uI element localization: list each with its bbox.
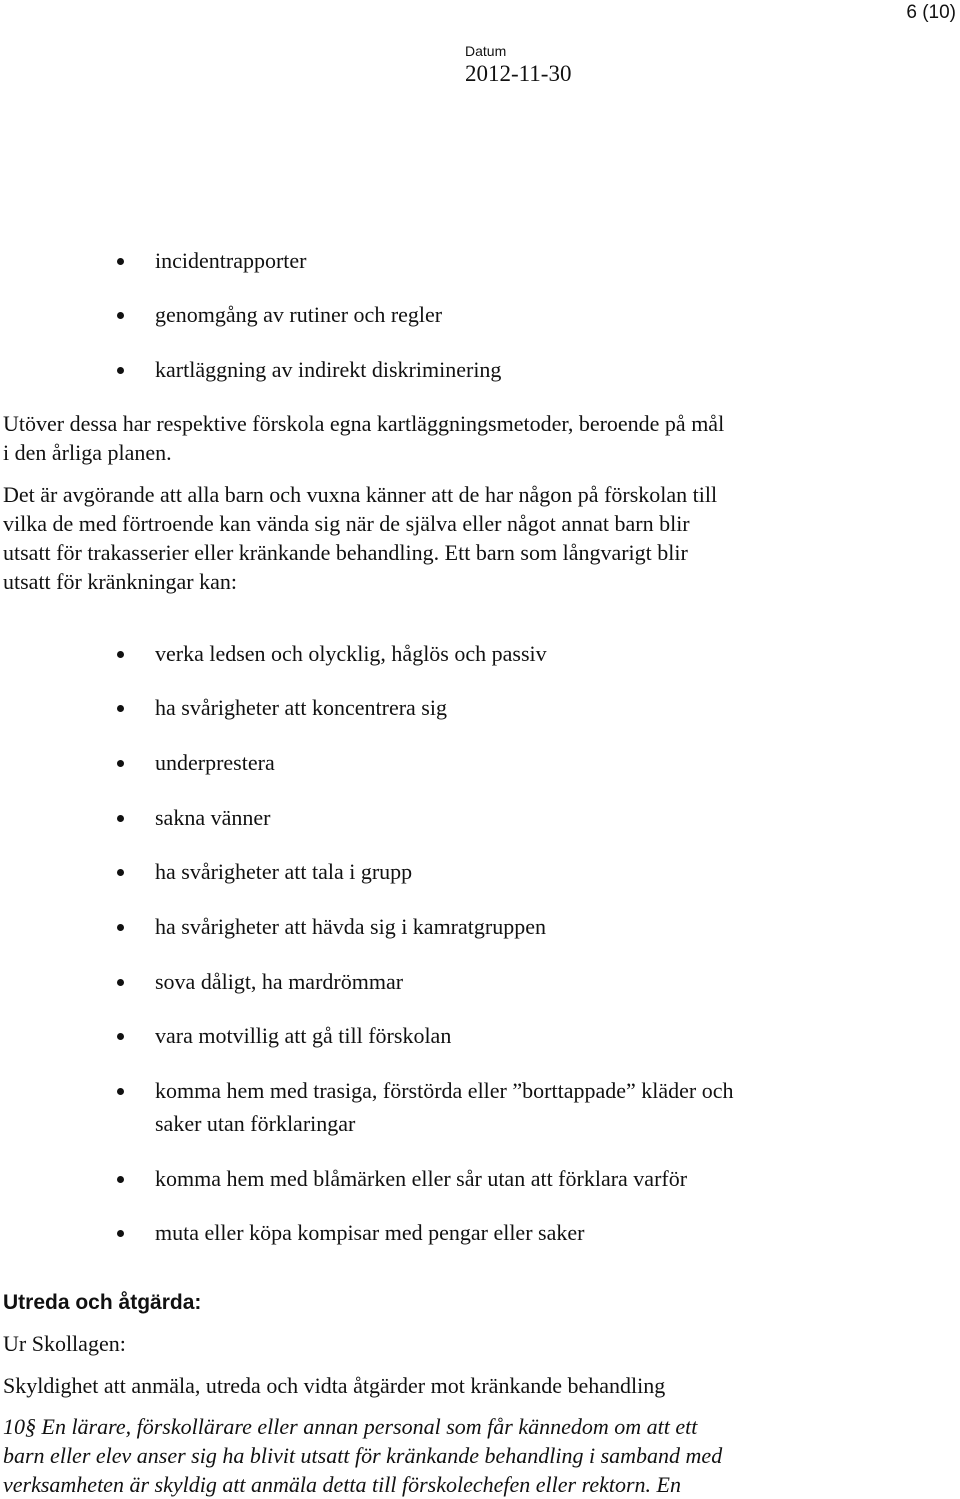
date-block bbox=[465, 42, 571, 88]
bullet-icon bbox=[117, 367, 124, 374]
list-item: incidentrapporter bbox=[155, 244, 855, 277]
section-heading: Utreda och åtgärda: bbox=[3, 1291, 202, 1314]
bullet-icon bbox=[117, 1176, 124, 1183]
list-item: vara motvillig att gå till förskolan bbox=[155, 1019, 855, 1052]
list-item: verka ledsen och olycklig, håglös och passiv bbox=[155, 637, 855, 670]
list-item: sova dåligt, ha mardrömmar bbox=[155, 965, 855, 998]
paragraph-trust: Det är avgörande att alla barn och vuxna känner att de har någon på förskolan till vilka de med förtroende kan vända sig när de själva eller något annat barn blir utsatt för trakasserier eller kränkande behandling. Ett barn som långvarigt blir utsatt för kränkningar kan: bbox=[3, 482, 718, 594]
page-number: 6 (10) bbox=[906, 2, 956, 23]
list-item: sakna vänner bbox=[155, 801, 855, 834]
list-item: komma hem med trasiga, förstörda eller ”borttappade” kläder och saker utan förklaringar bbox=[155, 1074, 855, 1140]
list-item: ha svårigheter att koncentrera sig bbox=[155, 691, 855, 724]
date-value: 2012-11-30 bbox=[465, 61, 572, 86]
list-item: genomgång av rutiner och regler bbox=[155, 298, 855, 331]
bullet-icon bbox=[117, 258, 124, 265]
list-item: kartläggning av indirekt diskriminering bbox=[155, 353, 855, 386]
bullet-icon bbox=[117, 1088, 124, 1095]
bullet-icon bbox=[117, 924, 124, 931]
bullet-icon bbox=[117, 760, 124, 767]
source-line: Ur Skollagen: bbox=[3, 1331, 126, 1356]
list-item: ha svårigheter att tala i grupp bbox=[155, 855, 855, 888]
bullet-icon bbox=[117, 1033, 124, 1040]
bullet-icon bbox=[117, 651, 124, 658]
paragraph-methods: Utöver dessa har respektive förskola egna kartläggningsmetoder, beroende på mål i den årliga planen. bbox=[3, 411, 725, 465]
law-quote: 10§ En lärare, förskollärare eller annan personal som får kännedom om att ett barn eller elev anser sig ha blivit utsatt för kränkande behandling i samband med verksamheten är skyldig att anmäla detta till förskolechefen eller rektorn. En bbox=[3, 1414, 723, 1497]
bullet-icon bbox=[117, 1230, 124, 1237]
bullet-icon bbox=[117, 312, 124, 319]
section-subtitle: Skyldighet att anmäla, utreda och vidta åtgärder mot kränkande behandling bbox=[3, 1373, 666, 1398]
bullet-icon bbox=[117, 705, 124, 712]
bullet-icon bbox=[117, 979, 124, 986]
list-item: underprestera bbox=[155, 746, 855, 779]
list-item: muta eller köpa kompisar med pengar eller saker bbox=[155, 1216, 855, 1249]
list-item: komma hem med blåmärken eller sår utan att förklara varför bbox=[155, 1162, 855, 1195]
bullet-icon bbox=[117, 815, 124, 822]
list-item: ha svårigheter att hävda sig i kamratgruppen bbox=[155, 910, 855, 943]
date-label: Datum bbox=[465, 43, 507, 59]
bullet-icon bbox=[117, 869, 124, 876]
